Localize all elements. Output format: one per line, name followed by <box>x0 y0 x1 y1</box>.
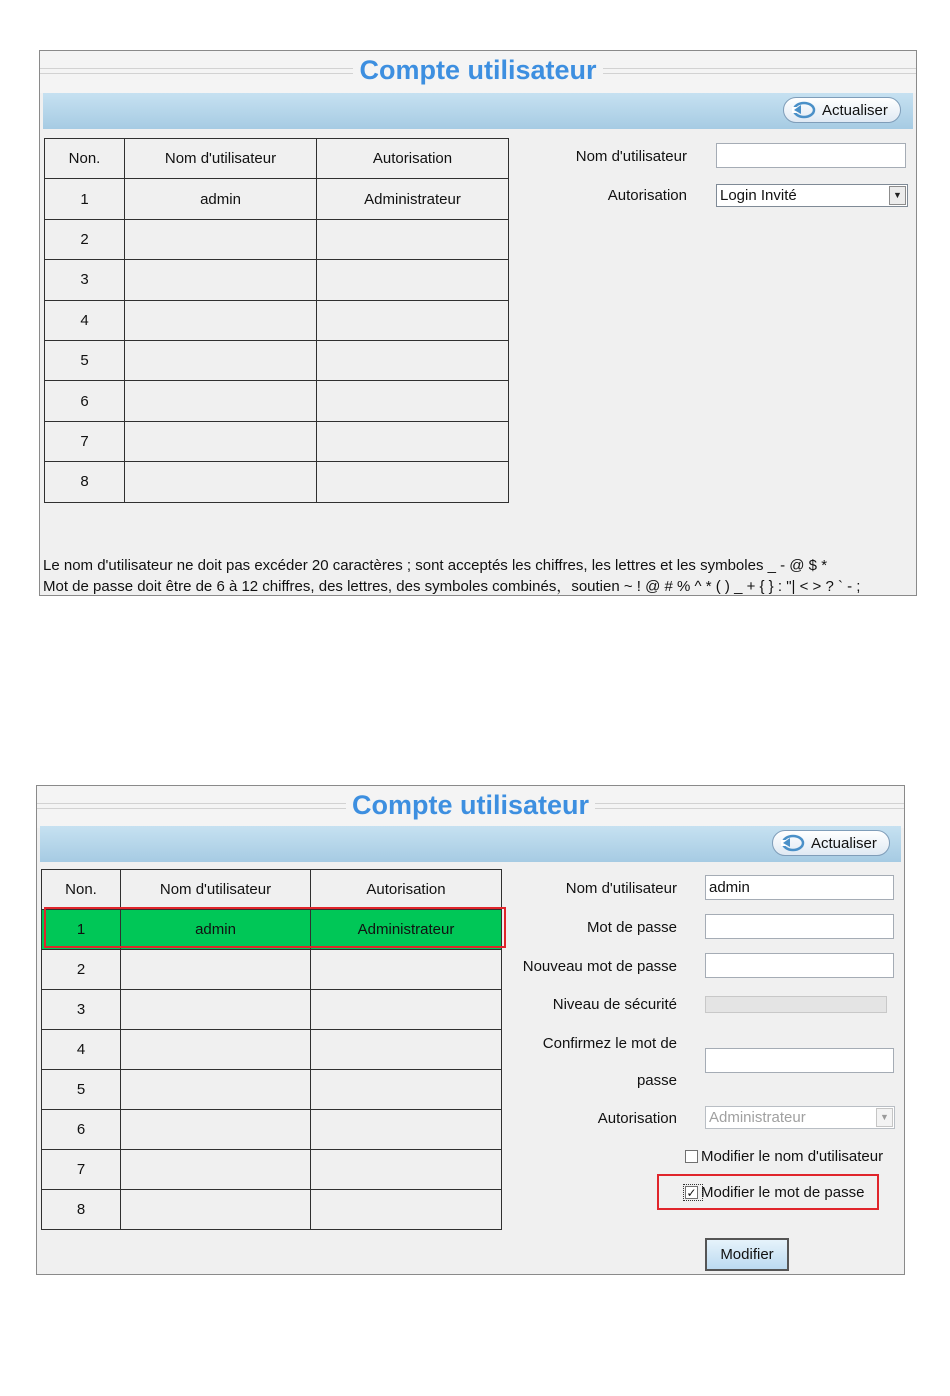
row-username <box>121 950 311 990</box>
header-username: Nom d'utilisateur <box>121 870 311 910</box>
row-number: 8 <box>42 1190 121 1230</box>
row-username <box>125 219 317 259</box>
row-username <box>121 1070 311 1110</box>
authorization-label: Autorisation <box>597 1110 677 1127</box>
user-table <box>41 869 502 1230</box>
row-number: 2 <box>42 950 121 990</box>
user-account-panel-2 <box>36 785 905 1275</box>
row-username <box>121 1030 311 1070</box>
table-row[interactable] <box>45 260 509 300</box>
row-number: 6 <box>42 1110 121 1150</box>
table-row[interactable] <box>45 300 509 340</box>
row-username <box>125 300 317 340</box>
panel-title-area <box>40 51 916 93</box>
row-authorization <box>311 1150 502 1190</box>
row-number: 4 <box>42 1030 121 1070</box>
modify-username-label: Modifier le nom d'utilisateur <box>701 1148 884 1165</box>
modify-password-label: Modifier le mot de passe <box>701 1184 865 1201</box>
new-password-input[interactable] <box>705 953 894 978</box>
table-row[interactable] <box>45 421 509 461</box>
refresh-label: Actualiser <box>822 101 888 119</box>
row-number: 1 <box>42 910 121 950</box>
page-title: Compte utilisateur <box>353 55 602 85</box>
password-input[interactable] <box>705 914 894 939</box>
authorization-label: Autorisation <box>607 187 687 204</box>
table-row[interactable] <box>42 1150 502 1190</box>
row-authorization <box>317 421 509 461</box>
table-row[interactable] <box>42 1070 502 1110</box>
row-username: admin <box>121 910 311 950</box>
authorization-select-value: Administrateur <box>709 1109 806 1126</box>
row-username <box>121 1190 311 1230</box>
row-authorization: Administrateur <box>317 179 509 219</box>
table-header-row <box>45 139 509 179</box>
chevron-down-icon[interactable]: ▼ <box>876 1108 893 1127</box>
row-authorization <box>317 219 509 259</box>
row-authorization <box>311 950 502 990</box>
refresh-icon <box>792 101 816 119</box>
row-username <box>121 1150 311 1190</box>
header-number: Non. <box>45 139 125 179</box>
authorization-select[interactable] <box>705 1106 895 1129</box>
panel-title-area <box>37 786 904 828</box>
table-row[interactable] <box>42 950 502 990</box>
row-number: 4 <box>45 300 125 340</box>
row-number: 7 <box>45 421 125 461</box>
row-number: 2 <box>45 219 125 259</box>
table-header-row <box>42 870 502 910</box>
row-number: 7 <box>42 1150 121 1190</box>
row-username <box>125 340 317 380</box>
security-level-bar <box>705 996 887 1013</box>
row-authorization <box>317 340 509 380</box>
row-authorization <box>311 1070 502 1110</box>
row-authorization <box>311 1110 502 1150</box>
modify-username-checkbox[interactable] <box>685 1150 698 1163</box>
row-number: 3 <box>45 260 125 300</box>
modify-password-option[interactable] <box>685 1184 864 1201</box>
authorization-select-value: Login Invité <box>720 187 797 204</box>
page-title: Compte utilisateur <box>346 790 595 820</box>
row-authorization <box>317 462 509 502</box>
password-rule-note: Mot de passe doit être de 6 à 12 chiffres, des lettres, des symboles combinés，soutien ~ ! @ # % ^ * ( ) _ + { } : "| < > ? ` - ; <box>43 578 861 595</box>
refresh-button[interactable] <box>783 97 901 123</box>
table-row[interactable] <box>45 462 509 502</box>
row-username <box>121 990 311 1030</box>
toolbar <box>43 93 913 129</box>
row-username <box>125 381 317 421</box>
row-number: 5 <box>42 1070 121 1110</box>
table-row[interactable] <box>45 340 509 380</box>
row-username <box>125 260 317 300</box>
modify-button[interactable]: Modifier <box>705 1238 789 1271</box>
username-rule-note: Le nom d'utilisateur ne doit pas excéder 20 caractères ; sont acceptés les chiffres, les lettres et les symboles _ - @ $ * <box>43 557 828 574</box>
row-authorization <box>311 1030 502 1070</box>
row-authorization <box>317 381 509 421</box>
header-authorization: Autorisation <box>317 139 509 179</box>
header-username: Nom d'utilisateur <box>125 139 317 179</box>
user-table <box>44 138 509 503</box>
row-number: 8 <box>45 462 125 502</box>
user-account-panel-1 <box>39 50 917 596</box>
username-input[interactable]: admin <box>705 875 894 900</box>
refresh-button[interactable] <box>772 830 890 856</box>
row-authorization: Administrateur <box>311 910 502 950</box>
refresh-icon <box>781 834 805 852</box>
modify-username-option[interactable] <box>685 1148 883 1165</box>
confirm-password-label-line1: Confirmez le mot de <box>542 1035 677 1052</box>
security-level-label: Niveau de sécurité <box>552 996 677 1013</box>
username-label: Nom d'utilisateur <box>565 880 677 897</box>
row-authorization <box>311 1190 502 1230</box>
confirm-password-input[interactable] <box>705 1048 894 1073</box>
modify-password-focus <box>685 1186 701 1199</box>
table-row[interactable] <box>42 1110 502 1150</box>
new-password-label: Nouveau mot de passe <box>522 958 677 975</box>
row-authorization <box>317 300 509 340</box>
row-number: 5 <box>45 340 125 380</box>
row-number: 3 <box>42 990 121 1030</box>
row-username <box>125 462 317 502</box>
username-label: Nom d'utilisateur <box>575 148 687 165</box>
confirm-password-label-line2: passe <box>636 1072 677 1089</box>
table-row[interactable] <box>42 990 502 1030</box>
table-row[interactable] <box>45 381 509 421</box>
row-username <box>125 421 317 461</box>
table-row[interactable] <box>42 1030 502 1070</box>
password-label: Mot de passe <box>586 919 677 936</box>
refresh-label: Actualiser <box>811 834 877 852</box>
chevron-down-icon[interactable]: ▼ <box>889 186 906 205</box>
modify-password-checkbox[interactable]: ✓ <box>686 1185 697 1200</box>
table-row[interactable] <box>45 179 509 219</box>
row-number: 1 <box>45 179 125 219</box>
row-authorization <box>311 990 502 1030</box>
row-username: admin <box>125 179 317 219</box>
authorization-select[interactable] <box>716 184 908 207</box>
table-row[interactable] <box>45 219 509 259</box>
row-username <box>121 1110 311 1150</box>
row-number: 6 <box>45 381 125 421</box>
table-row-selected[interactable] <box>42 910 502 950</box>
username-input[interactable] <box>716 143 906 168</box>
header-number: Non. <box>42 870 121 910</box>
row-authorization <box>317 260 509 300</box>
toolbar <box>40 826 901 862</box>
header-authorization: Autorisation <box>311 870 502 910</box>
table-row[interactable] <box>42 1190 502 1230</box>
